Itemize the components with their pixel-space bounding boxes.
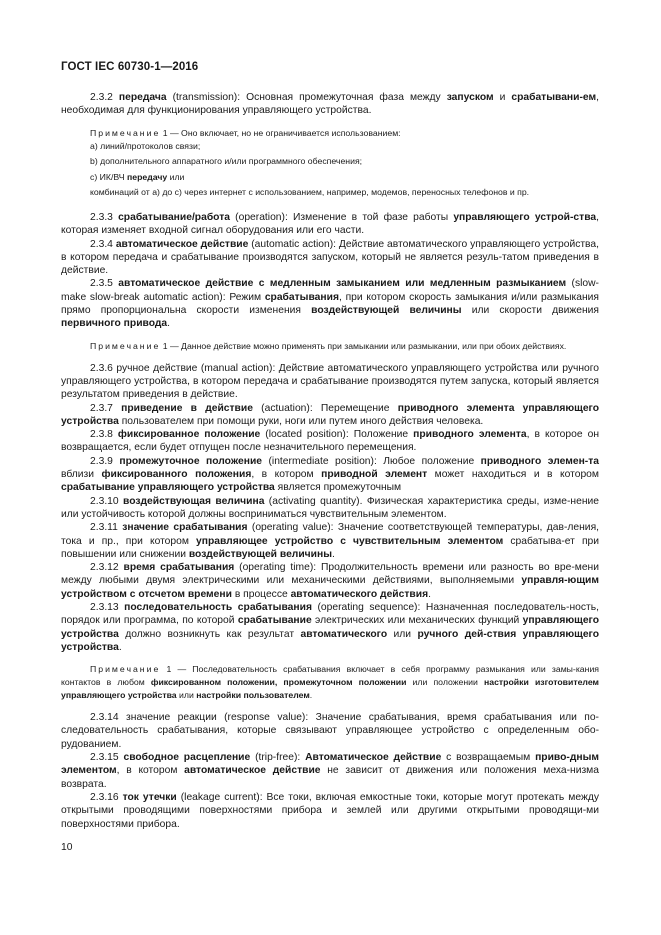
bold-term: последовательность срабатывания (124, 601, 312, 613)
text-run: (operation): Изменение в той фазе работы (229, 211, 454, 223)
bold-term: автоматическое действие (115, 238, 249, 250)
bold-term: передачу (126, 171, 168, 182)
spacer (61, 331, 599, 340)
bold-term: время срабатывания (123, 562, 235, 574)
bold-term: значение срабатывания (122, 522, 248, 534)
bold-term: управля-ющим устройством с отсчетом времени (61, 575, 599, 600)
text-run: комбинаций от a) до c) через интернет с использованием, например, модемов, переносных телефонов и пр. (90, 187, 530, 198)
document-body (61, 91, 599, 831)
text-run: 2.3.16 (90, 791, 123, 803)
text-run: 2.3.2 (90, 92, 119, 103)
text-run: (transmission): Основная промежуточная фаза между (166, 92, 447, 103)
text-run: . (309, 690, 313, 701)
text-run: 2.3.11 (90, 522, 123, 534)
bold-term: управляющее устройство с чувствительным элементом (196, 535, 504, 547)
bold-term: первичного привода (61, 318, 168, 330)
text-run: a) линий/протоколов связи; (90, 140, 201, 151)
term-paragraph (61, 277, 599, 330)
term-paragraph (61, 601, 599, 654)
bold-term: автоматического действия (290, 588, 429, 600)
text-run: или (167, 171, 185, 182)
text-run: электрических или механических функций (311, 615, 523, 627)
term-paragraph (61, 402, 599, 429)
text-run: 2.3.6 ручное действие (manual action): Действие автоматического управляющего устройства или ручного управляющего устройства, в котором передача и срабатывание производятся путем запуска, который является результатом приведения в действие. (61, 362, 599, 401)
text-run: 2.3.5 (90, 278, 119, 290)
term-paragraph (61, 428, 599, 455)
text-run: является промежуточным (274, 482, 402, 494)
note-list-item (61, 155, 599, 168)
bold-term: управляющего устрой-ства (453, 211, 597, 223)
bold-term: приводного элемента (413, 429, 527, 441)
note-paragraph (61, 340, 599, 353)
bold-term: настройки изготовителем управляющего устройства (61, 677, 599, 701)
term-paragraph (61, 91, 599, 118)
text-run: , в котором (116, 765, 185, 777)
text-run: вблизи (61, 469, 102, 481)
spacer (61, 353, 599, 362)
bold-term: фиксированном положении, промежуточном положении (150, 677, 407, 688)
term-paragraph (61, 362, 599, 402)
text-run: 2.3.10 (90, 495, 124, 507)
text-run: не зависит от движения или положения меха-низма возврата. (61, 765, 599, 790)
bold-term: ручного дей-ствия управляющего устройства (61, 628, 599, 653)
text-run: в процессе (231, 588, 291, 600)
text-run: (actuation): Перемещение (252, 402, 398, 414)
spacer (61, 702, 599, 711)
text-run: с возвращаемым (441, 752, 536, 764)
bold-term: автоматическое действие с медленным замыканием или медленным размыканием (118, 278, 567, 290)
text-run: (operating sequence): Назначенная последователь-ность, порядок или программа, по которой (61, 601, 599, 627)
text-run: 2.3.7 (90, 402, 122, 414)
bold-term: свободное расцепление (123, 752, 251, 764)
bold-term: фиксированное положение (117, 429, 261, 441)
bold-term: приво-дным элементом (61, 752, 599, 777)
bold-term: управляющего устройства (61, 615, 599, 640)
text-run: (activating quantity). Физическая характеристика среды, изме-нение или устойчивость которой должны восприниматься чувствительным элементом. (61, 495, 599, 520)
spacer (61, 654, 599, 663)
text-run: (slow-make slow-break automatic action): Режим (61, 278, 599, 303)
text-run: может находиться и в котором (427, 469, 599, 481)
text-run: (operating value): Значение соответствующей температуры, дав-ления, тока и пр., при котором (61, 522, 599, 547)
text-run: и (493, 92, 512, 103)
text-run: , в котором (251, 469, 322, 481)
note-label: Примечание (90, 664, 161, 675)
note-list-item (61, 186, 599, 199)
text-run: пользователем при помощи руки, ноги или путем иного действия человека. (118, 415, 484, 427)
bold-term: воздействующей величины (311, 305, 462, 317)
text-run: . (331, 548, 335, 560)
bold-term: срабатывание (237, 615, 312, 627)
bold-term: Автоматическое действие (305, 752, 442, 764)
spacer (61, 202, 599, 211)
term-paragraph (61, 211, 599, 238)
text-run: (operating time): Продолжительность времени или разность во вре-мени между любыми двумя электрическими или механическими действиями, выполняемыми (61, 562, 599, 587)
note-list-item (61, 140, 599, 153)
bold-term: приводного элемента управляющего устройства (61, 402, 599, 427)
bold-term: воздействующей величины (188, 548, 332, 560)
text-run: 2.3.9 (90, 455, 120, 467)
text-run: 2.3.13 (90, 601, 125, 613)
bold-term: промежуточное положение (119, 455, 263, 467)
text-run: (automatic action): Действие автоматического управляющего устройства, в котором передача и срабатывание производятся запуском, который не является резуль-татом приведения в действие. (61, 238, 600, 277)
bold-term: срабатывания (264, 291, 339, 303)
text-run: , в которое он возвращается, если будет отпущен после незначительного перемещения. (61, 429, 600, 454)
text-run: 1 — Данное действие можно применять при замыкании или размыкании, или при обоих действиях. (160, 340, 567, 351)
term-paragraph (61, 455, 599, 495)
text-run: b) дополнительного аппаратного и/или программного обеспечения; (90, 156, 363, 167)
text-run: . (428, 588, 431, 600)
text-run: должно возникнуть как результат (118, 628, 301, 640)
text-run: 2.3.12 (90, 562, 124, 574)
bold-term: приводного элемен-та (480, 455, 599, 467)
text-run: 1 — Оно включает, но не ограничивается использованием: (160, 127, 401, 138)
bold-term: приведение в действие (121, 402, 253, 414)
text-run: (trip-free): (250, 752, 306, 764)
term-paragraph (61, 561, 599, 601)
term-paragraph (61, 238, 599, 278)
term-paragraph (61, 791, 599, 831)
text-run: , необходимая для функционирования управляющего устройства. (61, 92, 599, 117)
bold-term: автоматическое действие (184, 765, 321, 777)
bold-term: фиксированного положения (101, 469, 252, 481)
bold-term: ток утечки (122, 791, 177, 803)
bold-term: передача (118, 92, 167, 103)
text-run: , при котором скорость замыкания и/или размыкания прямо пропорциональна скорости изменения (61, 291, 599, 317)
note-label: Примечание (90, 127, 161, 138)
bold-term: срабатывани-ем (511, 92, 597, 103)
bold-term: воздействующая величина (123, 495, 265, 507)
bold-term: срабатывание/работа (118, 211, 230, 223)
note-paragraph (61, 663, 599, 702)
text-run: или скорости движения (461, 305, 599, 317)
term-paragraph (61, 521, 599, 561)
standard-title: ГОСТ IEC 60730-1—2016 (61, 61, 199, 73)
text-run: . (167, 318, 171, 330)
note-paragraph (61, 127, 599, 140)
term-paragraph (61, 711, 599, 751)
text-run: 1 — Последовательность срабатывания включает в себя программу размыкания или замы-кания контактов в любом (61, 664, 599, 688)
page-number: 10 (61, 842, 73, 853)
text-run: или (387, 628, 418, 640)
text-run: . (118, 641, 122, 653)
spacer (61, 118, 599, 127)
note-label: Примечание (90, 340, 161, 351)
bold-term: приводной элемент (321, 469, 428, 481)
text-run: или положении (406, 677, 484, 688)
text-run: (leakage current): Все токи, включая емкостные токи, которые могут протекать между открытыми проводящими поверхностями прибора и землей или другими открытыми проводящи-ми поверхностями прибора. (61, 791, 599, 830)
text-run: или (176, 690, 197, 701)
text-run: 2.3.3 (90, 211, 119, 223)
text-run: срабатыва-ет при повышении или снижении (61, 535, 599, 560)
text-run: (intermediate position): Любое положение (262, 455, 481, 467)
text-run: 2.3.14 значение реакции (response value): Значение срабатывания, время срабатывания или по-следовательность срабатывания, которые связывают управляющее устройство с определенным обо-рудованием. (61, 712, 599, 750)
bold-term: запуском (446, 92, 494, 103)
text-run: , которая изменяет входной сигнал оборудования или его части. (61, 211, 599, 237)
note-list-item (61, 171, 599, 184)
bold-term: настройки пользователем (196, 690, 310, 701)
term-paragraph (61, 495, 599, 522)
bold-term: автоматического (300, 628, 388, 640)
text-run: 2.3.4 (90, 238, 116, 250)
text-run: 2.3.15 (90, 752, 124, 764)
bold-term: срабатывание управляющего устройства (61, 482, 275, 494)
term-paragraph (61, 751, 599, 791)
text-run: c) ИК/ВЧ (90, 171, 127, 182)
text-run: 2.3.8 (90, 429, 118, 441)
text-run: (located position): Положение (260, 429, 414, 441)
